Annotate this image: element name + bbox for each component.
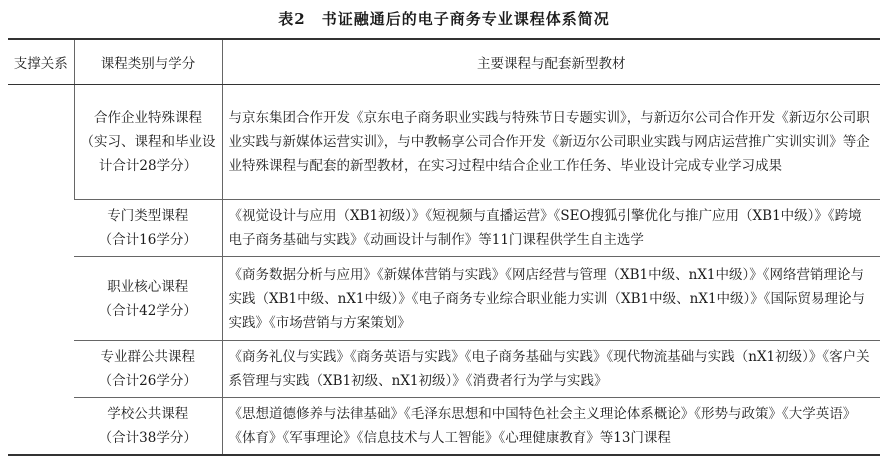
curriculum-table: [8, 38, 880, 456]
category-name: 专业群公共课程: [100, 349, 195, 365]
table-row: [8, 398, 880, 456]
category-credit: （合计16学分）: [98, 232, 197, 248]
category-name: 学校公共课程: [107, 406, 189, 422]
courses-cell: 《视觉设计与应用（XB1初级）》《短视频与直播运营》《SEO搜狐引擎优化与推广应用（XB1中级）》《跨境电子商务基础与实践》《动画设计与制作》等11门课程供学生自主选学: [222, 200, 880, 257]
category-name: 专门类型课程: [107, 208, 189, 224]
category-credit: （实习、课程和毕业设计合计28学分）: [80, 134, 216, 174]
category-cell: [74, 200, 222, 257]
header-category: 课程类别与学分: [74, 39, 222, 85]
table-header-row: [8, 39, 880, 85]
category-name: 合作企业特殊课程: [94, 110, 202, 126]
courses-cell: 《思想道德修养与法律基础》《毛泽东思想和中国特色社会主义理论体系概论》《形势与政策》《大学英语》《体育》《军事理论》《信息技术与人工智能》《心理健康教育》等13门课程: [222, 398, 880, 456]
table-row: [8, 341, 880, 398]
category-cell: [74, 257, 222, 341]
table-row: [8, 257, 880, 341]
category-name: 职业核心课程: [107, 278, 189, 295]
category-credit: （合计38学分）: [98, 430, 197, 446]
courses-cell: 《商务数据分析与应用》《新媒体营销与实践》《网店经营与管理（XB1中级、nX1中级）》《网络营销理论与实践（XB1中级、nX1中级）》《电子商务专业综合职业能力实训（XB1中级、nX1中级）》《国际贸易理论与实践》《市场营销与方案策划》: [222, 257, 880, 341]
table-row: [8, 200, 880, 257]
table-row: [8, 85, 880, 200]
category-credit: （合计42学分）: [98, 302, 197, 319]
courses-cell: 《商务礼仪与实践》《商务英语与实践》《电子商务基础与实践》《现代物流基础与实践（nX1初级）》《客户关系管理与实践（XB1初级、nX1初级）》《消费者行为学与实践》: [222, 341, 880, 398]
category-cell: [74, 398, 222, 456]
header-courses: 主要课程与配套新型教材: [222, 39, 880, 85]
header-relation: 支撑关系: [8, 39, 74, 85]
category-credit: （合计26学分）: [98, 373, 197, 389]
courses-cell: 与京东集团合作开发《京东电子商务职业实践与特殊节日专题实训》，与新迈尔公司合作开发《新迈尔公司职业实践与新媒体运营实训》，与中教畅享公司合作开发《新迈尔公司职业实践与网店运营推广实训实训》等企业特殊课程与配套的新型教材，在实习过程中结合企业工作任务、毕业设计完成专业学习成果: [222, 85, 880, 200]
category-cell: [74, 341, 222, 398]
category-cell: [74, 85, 222, 200]
relation-cell: [8, 85, 74, 456]
table-caption: 表2 书证融通后的电子商务专业课程体系简况: [278, 10, 610, 28]
